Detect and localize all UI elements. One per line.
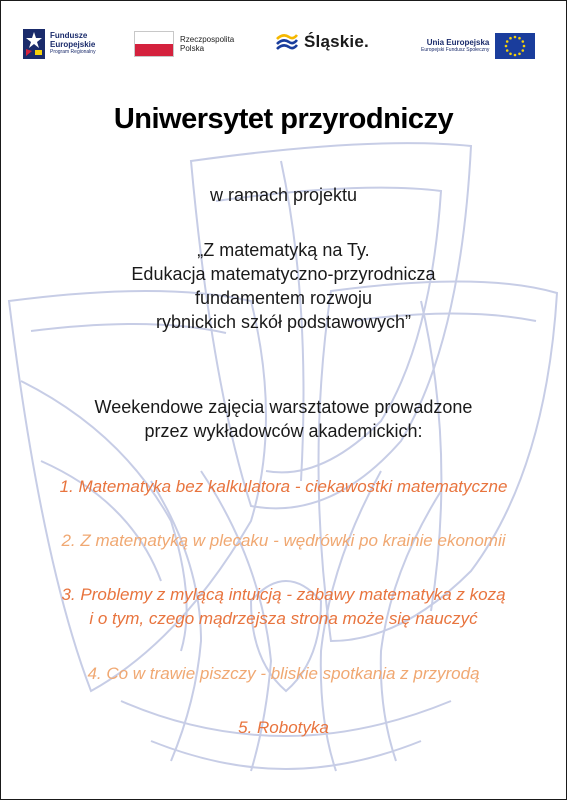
project-title-line-1: „Z matematyką na Ty. [197, 240, 370, 260]
efs-label: Europejski Fundusz Społeczny [421, 46, 490, 53]
poster-title: Uniwersytet przyrodniczy [113, 103, 454, 135]
project-title-line-4: rybnickich szkół podstawowych” [155, 312, 412, 332]
eu-flag-icon [495, 33, 535, 59]
polish-flag-icon [134, 31, 174, 57]
slaskie-label: Śląskie. [304, 32, 369, 51]
workshop-item-5: 5. Robotyka [238, 718, 329, 737]
workshop-item-1: 1. Matematyka bez kalkulatora - ciekawostki matematyczne [59, 477, 508, 496]
logo-fundusze-europejskie [23, 29, 96, 59]
unia-europejska-label: Unia Europejska [426, 37, 490, 47]
fundusze-europejskie-star-icon [23, 29, 45, 59]
logo-slaskie [275, 31, 369, 53]
logo-unia-europejska [421, 33, 535, 59]
fundusze-label: Fundusze [50, 31, 88, 41]
rzeczpospolita-label: Rzeczpospolita [180, 34, 235, 44]
workshop-item-2: 2. Z matematyką w plecaku - wędrówki po krainie ekonomii [61, 531, 506, 550]
project-title-line-3: fundamentem rozwoju [194, 288, 373, 308]
program-regionalny-label: Program Regionalny [50, 49, 96, 56]
logo-rzeczpospolita-polska [134, 31, 234, 57]
workshops-intro-line-1: Weekendowe zajęcia warsztatowe prowadzone [94, 397, 473, 417]
slaskie-wave-icon [275, 31, 299, 53]
workshops-intro-line-2: przez wykładowców akademickich: [144, 421, 423, 441]
workshop-item-3: 3. Problemy z mylącą intuicją - zabawy matematyka z kozą [61, 585, 506, 604]
polska-label: Polska [180, 44, 205, 53]
intro-text: w ramach projektu [209, 185, 358, 205]
project-title-line-2: Edukacja matematyczno-przyrodnicza [131, 264, 436, 284]
workshop-item-4: 4. Co w trawie piszczy - bliskie spotkania z przyrodą [87, 664, 480, 683]
europejskie-label: Europejskie [50, 39, 96, 49]
workshop-item-3-continued: i o tym, czego mądrzejsza strona może się nauczyć [89, 609, 478, 628]
funding-logos-bar [1, 27, 566, 67]
